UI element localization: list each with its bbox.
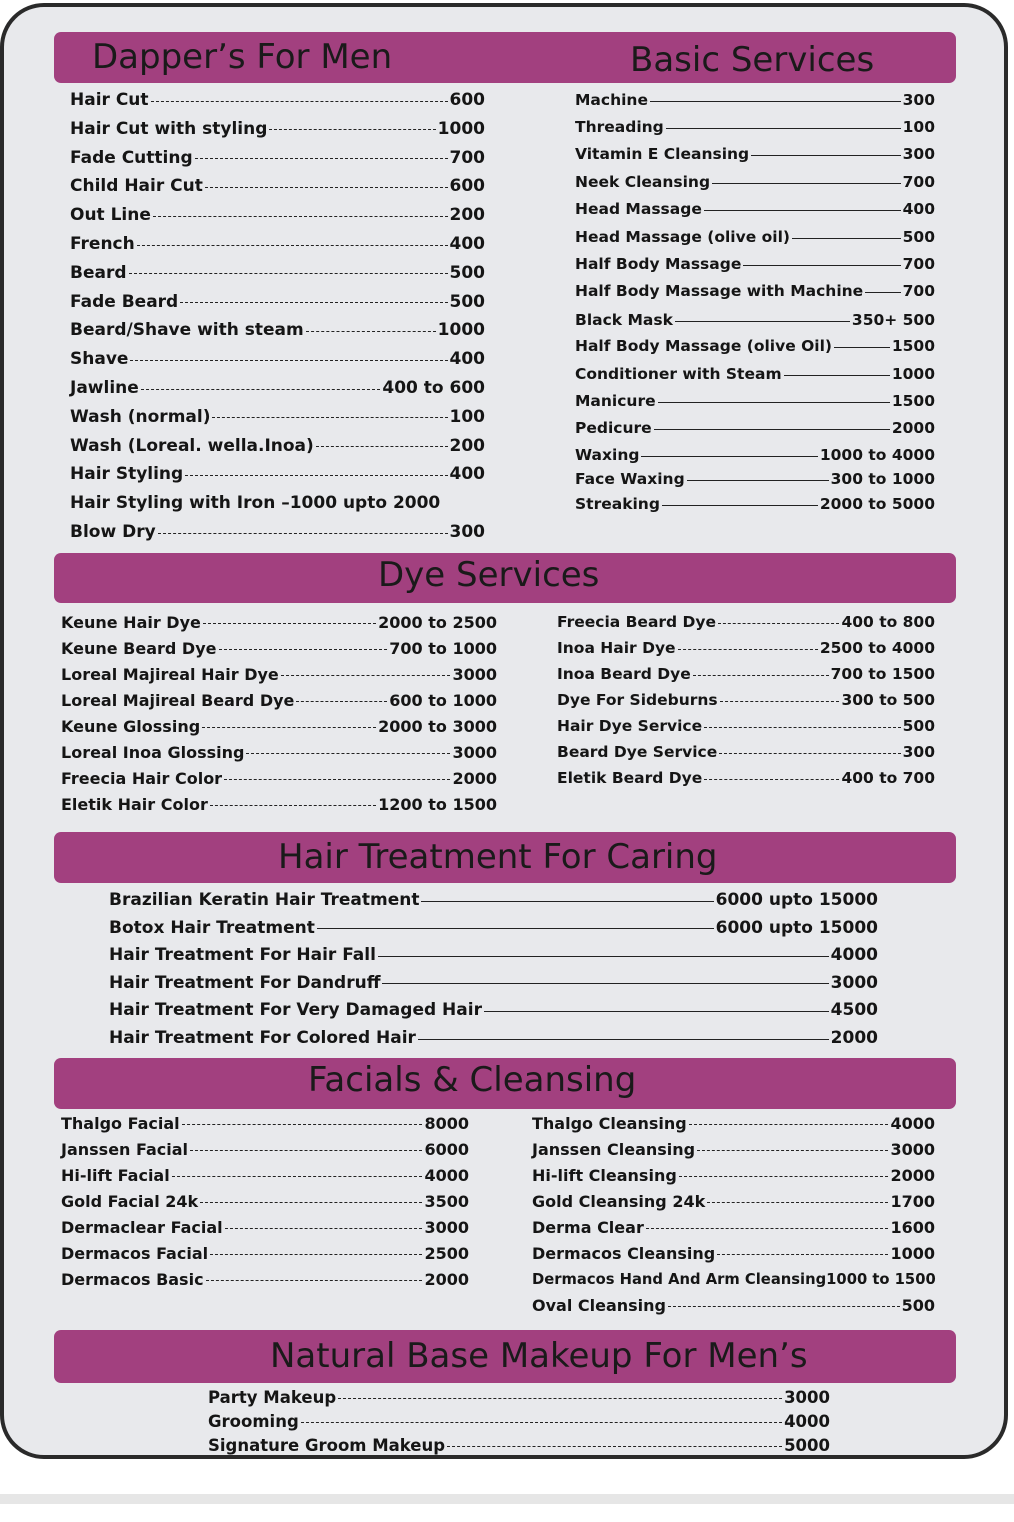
item-price: 3000 bbox=[890, 1139, 935, 1159]
item-price: 400 to 800 bbox=[841, 613, 935, 631]
bottom-divider bbox=[0, 1494, 1014, 1504]
item-name: Beard bbox=[70, 262, 127, 283]
leader-line bbox=[153, 216, 448, 217]
item-price: 1200 to 1500 bbox=[378, 794, 497, 814]
item-price: 1000 bbox=[437, 320, 485, 341]
leader-line bbox=[687, 480, 829, 481]
item-price: 400 bbox=[902, 200, 935, 218]
item-name: Head Massage bbox=[575, 200, 702, 218]
leader-line bbox=[210, 805, 376, 806]
item-name: Dye For Sideburns bbox=[557, 691, 718, 709]
leader-line bbox=[219, 649, 388, 650]
menu-item-row bbox=[557, 610, 935, 634]
item-price: 2000 bbox=[452, 768, 497, 788]
menu-item-row bbox=[532, 1267, 935, 1291]
item-name: Gold Facial 24k bbox=[61, 1191, 199, 1211]
item-name: Thalgo Facial bbox=[61, 1113, 180, 1133]
item-price: 1000 bbox=[437, 118, 485, 139]
item-price: 300 bbox=[902, 743, 935, 761]
item-name: Hair Styling bbox=[70, 464, 184, 485]
leader-line bbox=[224, 779, 450, 780]
leader-line bbox=[306, 331, 436, 332]
item-name: Inoa Beard Dye bbox=[557, 665, 691, 683]
item-name: Hi-lift Facial bbox=[61, 1165, 170, 1185]
leader-line bbox=[137, 245, 448, 246]
leader-line bbox=[658, 402, 890, 403]
leader-line bbox=[704, 210, 901, 211]
item-price: 600 bbox=[449, 90, 485, 110]
leader-line bbox=[195, 158, 448, 159]
item-price: 300 bbox=[902, 145, 935, 163]
menu-item-row bbox=[575, 170, 935, 194]
leader-line bbox=[301, 1422, 782, 1423]
menu-item-row bbox=[61, 1267, 469, 1291]
item-name: Loreal Inoa Glossing bbox=[61, 742, 245, 762]
leader-line bbox=[792, 238, 901, 239]
leader-line bbox=[205, 187, 448, 188]
item-price: 700 bbox=[902, 255, 935, 273]
leader-line bbox=[190, 1150, 422, 1151]
item-name: Out Line bbox=[70, 205, 151, 226]
menu-item-row bbox=[557, 636, 935, 660]
menu-item-row bbox=[70, 232, 485, 256]
leader-line bbox=[704, 727, 901, 728]
menu-item-row bbox=[70, 261, 485, 285]
menu-item-row bbox=[61, 766, 497, 790]
menu-item-row bbox=[70, 434, 485, 458]
item-price: 6000 upto 15000 bbox=[715, 890, 878, 910]
leader-line bbox=[225, 1228, 423, 1229]
menu-item-row bbox=[109, 916, 878, 940]
item-name: Threading bbox=[575, 118, 664, 136]
item-price: 400 bbox=[449, 464, 485, 485]
section-title-facials: Facials & Cleansing bbox=[308, 1060, 637, 1100]
menu-item-row bbox=[61, 1189, 469, 1213]
item-price: 1500 bbox=[891, 392, 935, 410]
menu-item-row bbox=[70, 491, 485, 515]
leader-line bbox=[662, 505, 818, 506]
leader-line bbox=[141, 389, 381, 390]
item-price: 2000 to 5000 bbox=[819, 495, 935, 513]
item-price: 2000 bbox=[890, 1165, 935, 1185]
leader-line bbox=[650, 101, 901, 102]
item-price: 2000 bbox=[830, 1028, 878, 1048]
menu-item-row bbox=[575, 225, 935, 249]
item-price: 3000 bbox=[784, 1387, 830, 1407]
menu-item-row bbox=[61, 1241, 469, 1265]
item-price: 600 bbox=[449, 176, 485, 197]
item-name: Thalgo Cleansing bbox=[532, 1113, 687, 1133]
item-name: Fade Cutting bbox=[70, 147, 193, 168]
leader-line bbox=[296, 701, 387, 702]
item-name: Face Waxing bbox=[575, 470, 685, 488]
item-price: 3000 bbox=[452, 664, 497, 684]
menu-item-row bbox=[61, 792, 497, 816]
leader-line bbox=[212, 417, 447, 418]
section-title-basic: Basic Services bbox=[630, 40, 875, 80]
leader-line bbox=[678, 649, 818, 650]
menu-item-row bbox=[532, 1189, 935, 1213]
menu-item-row bbox=[575, 443, 935, 467]
leader-line bbox=[206, 1280, 423, 1281]
item-name: Keune Glossing bbox=[61, 716, 201, 736]
item-name: Machine bbox=[575, 91, 648, 109]
item-name: Manicure bbox=[575, 392, 656, 410]
menu-item-row bbox=[109, 888, 878, 912]
item-name: Half Body Massage bbox=[575, 255, 742, 273]
leader-line bbox=[316, 446, 448, 447]
item-price: 300 bbox=[449, 522, 485, 542]
item-name: Streaking bbox=[575, 495, 660, 513]
menu-item-row bbox=[70, 117, 485, 141]
leader-line bbox=[203, 623, 376, 624]
item-price: 8000 bbox=[424, 1113, 469, 1133]
leader-line bbox=[679, 1176, 889, 1177]
menu-item-row bbox=[575, 467, 935, 491]
item-name: Botox Hair Treatment bbox=[109, 917, 315, 938]
leader-line bbox=[202, 727, 376, 728]
item-price: 1000 bbox=[890, 1243, 935, 1263]
menu-item-row bbox=[575, 279, 935, 303]
item-name: Hair Dye Service bbox=[557, 717, 703, 735]
leader-line bbox=[689, 1124, 889, 1125]
menu-item-row bbox=[575, 308, 935, 332]
item-name: Hair Cut bbox=[70, 90, 149, 110]
item-name: Dermacos Basic bbox=[61, 1269, 204, 1289]
menu-item-row bbox=[575, 197, 935, 221]
item-price: 4000 bbox=[890, 1113, 935, 1133]
menu-item-row bbox=[61, 662, 497, 686]
leader-line bbox=[743, 265, 900, 266]
leader-line bbox=[718, 623, 839, 624]
item-price: 2000 bbox=[424, 1269, 469, 1289]
item-name: Shave bbox=[70, 349, 129, 370]
item-name: Eletik Hair Color bbox=[61, 794, 208, 814]
item-price: 4000 bbox=[424, 1165, 469, 1185]
item-price: 2500 bbox=[424, 1243, 469, 1263]
item-name: Hi-lift Cleansing bbox=[532, 1165, 677, 1185]
item-name: Janssen Cleansing bbox=[532, 1139, 696, 1159]
item-name: Black Mask bbox=[575, 311, 673, 329]
item-name: Half Body Massage (olive Oil) bbox=[575, 337, 832, 355]
menu-item-row bbox=[532, 1293, 935, 1317]
leader-line bbox=[751, 155, 900, 156]
item-price: 400 bbox=[449, 349, 485, 370]
menu-item-row bbox=[208, 1385, 830, 1409]
item-name: Head Massage (olive oil) bbox=[575, 228, 790, 246]
menu-item-row bbox=[70, 376, 485, 400]
section-title-dye: Dye Services bbox=[378, 555, 600, 595]
menu-item-row bbox=[532, 1241, 935, 1265]
section-title-dappers: Dapper’s For Men bbox=[92, 37, 393, 77]
item-price: 1700 bbox=[890, 1191, 935, 1211]
item-name: Oval Cleansing bbox=[532, 1295, 666, 1315]
menu-item-row bbox=[70, 290, 485, 314]
item-price: 1000 bbox=[891, 365, 935, 383]
item-price: 500 bbox=[901, 1295, 935, 1315]
leader-line bbox=[269, 129, 435, 130]
item-price: 700 to 1500 bbox=[830, 665, 935, 683]
leader-line bbox=[666, 128, 901, 129]
leader-line bbox=[281, 675, 451, 676]
menu-item-row bbox=[208, 1409, 830, 1433]
item-price: 500 bbox=[449, 291, 485, 312]
item-name: Freecia Beard Dye bbox=[557, 613, 717, 631]
leader-line bbox=[641, 456, 817, 457]
item-price: 100 bbox=[902, 118, 935, 136]
menu-item-row bbox=[532, 1111, 935, 1135]
menu-item-row bbox=[61, 1111, 469, 1135]
leader-line bbox=[447, 1446, 782, 1447]
menu-item-row bbox=[557, 766, 935, 790]
item-name: Neek Cleansing bbox=[575, 173, 711, 191]
item-name: Keune Beard Dye bbox=[61, 638, 217, 658]
menu-item-row bbox=[70, 318, 485, 342]
item-name: Blow Dry bbox=[70, 522, 156, 542]
leader-line bbox=[784, 375, 890, 376]
leader-line bbox=[172, 1176, 423, 1177]
leader-line bbox=[717, 1254, 888, 1255]
item-name: Wash (Loreal. wella.Inoa) bbox=[70, 435, 314, 456]
leader-line bbox=[382, 983, 828, 984]
item-price: 100 bbox=[449, 406, 485, 427]
item-name: Derma Clear bbox=[532, 1217, 644, 1237]
item-name: French bbox=[70, 234, 135, 254]
menu-item-row bbox=[61, 1137, 469, 1161]
item-name: Hair Styling with Iron –1000 upto 2000 bbox=[70, 493, 441, 514]
menu-item-row bbox=[70, 405, 485, 429]
item-name: Grooming bbox=[208, 1411, 299, 1431]
item-price: 500 bbox=[449, 262, 485, 283]
leader-line bbox=[338, 1398, 782, 1399]
leader-line bbox=[130, 360, 447, 361]
item-name: Loreal Majireal Beard Dye bbox=[61, 690, 295, 710]
banner-dye bbox=[54, 553, 956, 603]
leader-line bbox=[668, 1306, 900, 1307]
item-name: Inoa Hair Dye bbox=[557, 639, 676, 657]
leader-line bbox=[707, 1202, 888, 1203]
item-name: Waxing bbox=[575, 446, 640, 464]
item-price: 700 bbox=[902, 282, 935, 300]
item-name: Janssen Facial bbox=[61, 1139, 189, 1159]
item-price: 400 to 700 bbox=[841, 769, 935, 787]
item-name: Dermacos Facial bbox=[61, 1243, 209, 1263]
menu-item-row bbox=[61, 636, 497, 660]
item-name: Brazilian Keratin Hair Treatment bbox=[109, 890, 420, 910]
leader-line bbox=[200, 1202, 422, 1203]
item-price: 200 bbox=[449, 205, 485, 226]
menu-item-row bbox=[557, 714, 935, 738]
section-title-makeup: Natural Base Makeup For Men’s bbox=[270, 1336, 808, 1376]
item-name: Beard Dye Service bbox=[557, 743, 718, 761]
leader-line bbox=[421, 901, 713, 902]
item-price: 300 to 1000 bbox=[830, 470, 935, 488]
menu-item-row bbox=[61, 714, 497, 738]
item-price: 3000 bbox=[830, 972, 878, 993]
item-price: 6000 upto 15000 bbox=[715, 917, 878, 938]
menu-item-row bbox=[575, 88, 935, 112]
leader-line bbox=[210, 1254, 422, 1255]
item-price: 400 to 600 bbox=[382, 378, 485, 398]
item-price: 700 bbox=[449, 147, 485, 168]
item-name: Pedicure bbox=[575, 419, 652, 437]
item-name: Hair Treatment For Hair Fall bbox=[109, 945, 376, 966]
leader-line bbox=[834, 347, 890, 348]
item-name: Loreal Majireal Hair Dye bbox=[61, 664, 279, 684]
item-name: Freecia Hair Color bbox=[61, 768, 223, 788]
item-price: 200 bbox=[449, 435, 485, 456]
item-price: 4000 bbox=[830, 945, 878, 966]
item-price: 500 bbox=[902, 228, 935, 246]
menu-item-row bbox=[70, 203, 485, 227]
banner-makeup bbox=[54, 1330, 956, 1383]
leader-line bbox=[378, 956, 829, 957]
item-name: Child Hair Cut bbox=[70, 176, 203, 197]
item-price: 600 to 1000 bbox=[389, 690, 497, 710]
leader-line bbox=[720, 701, 840, 702]
item-name: Conditioner with Steam bbox=[575, 365, 782, 383]
item-price: 300 bbox=[902, 91, 935, 109]
leader-line bbox=[180, 302, 447, 303]
menu-item-row bbox=[208, 1433, 830, 1457]
item-price: 2500 to 4000 bbox=[819, 639, 935, 657]
item-name: Gold Cleansing 24k bbox=[532, 1191, 706, 1211]
menu-item-row bbox=[575, 252, 935, 276]
menu-item-row bbox=[70, 520, 485, 544]
leader-line bbox=[712, 183, 901, 184]
menu-item-row bbox=[532, 1137, 935, 1161]
item-name: Dermacos Cleansing bbox=[532, 1243, 716, 1263]
item-name: Jawline bbox=[70, 378, 139, 398]
item-price: 350+ 500 bbox=[851, 311, 935, 329]
item-price: 2000 to 3000 bbox=[378, 716, 497, 736]
banner-treatment bbox=[54, 832, 956, 883]
menu-item-row bbox=[575, 115, 935, 139]
menu-item-row bbox=[109, 971, 878, 995]
leader-line bbox=[317, 928, 714, 929]
leader-line bbox=[865, 292, 900, 293]
leader-line bbox=[185, 475, 447, 476]
leader-line bbox=[246, 753, 450, 754]
leader-line bbox=[719, 753, 900, 754]
menu-item-row bbox=[70, 462, 485, 486]
menu-item-row bbox=[575, 416, 935, 440]
leader-line bbox=[158, 533, 448, 534]
menu-item-row bbox=[532, 1163, 935, 1187]
leader-line bbox=[697, 1150, 888, 1151]
menu-item-row bbox=[109, 943, 878, 967]
item-price: 1500 bbox=[891, 337, 935, 355]
item-price: 1000 to 4000 bbox=[819, 446, 935, 464]
menu-item-row bbox=[575, 389, 935, 413]
item-name: Beard/Shave with steam bbox=[70, 320, 304, 341]
menu-item-row bbox=[61, 1163, 469, 1187]
menu-item-row bbox=[575, 362, 935, 386]
item-name: Half Body Massage with Machine bbox=[575, 282, 864, 300]
menu-item-row bbox=[70, 174, 485, 198]
item-name: Party Makeup bbox=[208, 1387, 337, 1407]
item-name: Dermacos Hand And Arm Cleansing1000 to 1500 bbox=[532, 1270, 936, 1288]
item-name: Hair Cut with styling bbox=[70, 118, 268, 139]
menu-item-row bbox=[557, 662, 935, 686]
leader-line bbox=[675, 321, 850, 322]
item-price: 3000 bbox=[424, 1217, 469, 1237]
item-price: 500 bbox=[902, 717, 935, 735]
menu-item-row bbox=[61, 610, 497, 634]
leader-line bbox=[151, 101, 448, 102]
item-name: Signature Groom Makeup bbox=[208, 1435, 446, 1455]
item-price: 1600 bbox=[890, 1217, 935, 1237]
leader-line bbox=[693, 675, 829, 676]
item-name: Hair Treatment For Dandruff bbox=[109, 972, 381, 993]
item-name: Vitamin E Cleansing bbox=[575, 145, 750, 163]
item-price: 5000 bbox=[784, 1435, 830, 1455]
item-price: 4000 bbox=[784, 1411, 830, 1431]
menu-item-row bbox=[557, 740, 935, 764]
item-price: 3000 bbox=[452, 742, 497, 762]
menu-item-row bbox=[70, 347, 485, 371]
item-price: 700 bbox=[902, 173, 935, 191]
item-name: Hair Treatment For Colored Hair bbox=[109, 1028, 416, 1048]
menu-item-row bbox=[557, 688, 935, 712]
menu-item-row bbox=[109, 998, 878, 1022]
banner-facials bbox=[54, 1058, 956, 1109]
menu-item-row bbox=[575, 334, 935, 358]
item-name: Wash (normal) bbox=[70, 406, 211, 427]
item-name: Hair Treatment For Very Damaged Hair bbox=[109, 1000, 482, 1021]
item-price: 400 bbox=[449, 234, 485, 254]
item-price: 3500 bbox=[424, 1191, 469, 1211]
leader-line bbox=[484, 1011, 829, 1012]
item-price: 4500 bbox=[830, 1000, 878, 1021]
menu-item-row bbox=[70, 146, 485, 170]
menu-item-row bbox=[61, 740, 497, 764]
menu-item-row bbox=[532, 1215, 935, 1239]
leader-line bbox=[418, 1039, 829, 1040]
item-price: 2000 bbox=[891, 419, 935, 437]
menu-item-row bbox=[109, 1026, 878, 1050]
menu-item-row bbox=[575, 142, 935, 166]
leader-line bbox=[704, 779, 839, 780]
leader-line bbox=[129, 273, 448, 274]
menu-item-row bbox=[575, 492, 935, 516]
menu-item-row bbox=[61, 688, 497, 712]
leader-line bbox=[654, 429, 890, 430]
leader-line bbox=[646, 1228, 889, 1229]
item-name: Fade Beard bbox=[70, 291, 179, 312]
menu-item-row bbox=[70, 88, 485, 112]
banner-dappers bbox=[54, 32, 956, 83]
item-price: 6000 bbox=[424, 1139, 469, 1159]
item-price: 2000 to 2500 bbox=[378, 612, 497, 632]
item-name: Eletik Beard Dye bbox=[557, 769, 703, 787]
section-title-treatment: Hair Treatment For Caring bbox=[278, 837, 718, 877]
item-name: Dermaclear Facial bbox=[61, 1217, 223, 1237]
item-price: 700 to 1000 bbox=[389, 638, 497, 658]
item-price: 300 to 500 bbox=[841, 691, 935, 709]
item-name: Keune Hair Dye bbox=[61, 612, 201, 632]
menu-item-row bbox=[61, 1215, 469, 1239]
leader-line bbox=[182, 1124, 423, 1125]
